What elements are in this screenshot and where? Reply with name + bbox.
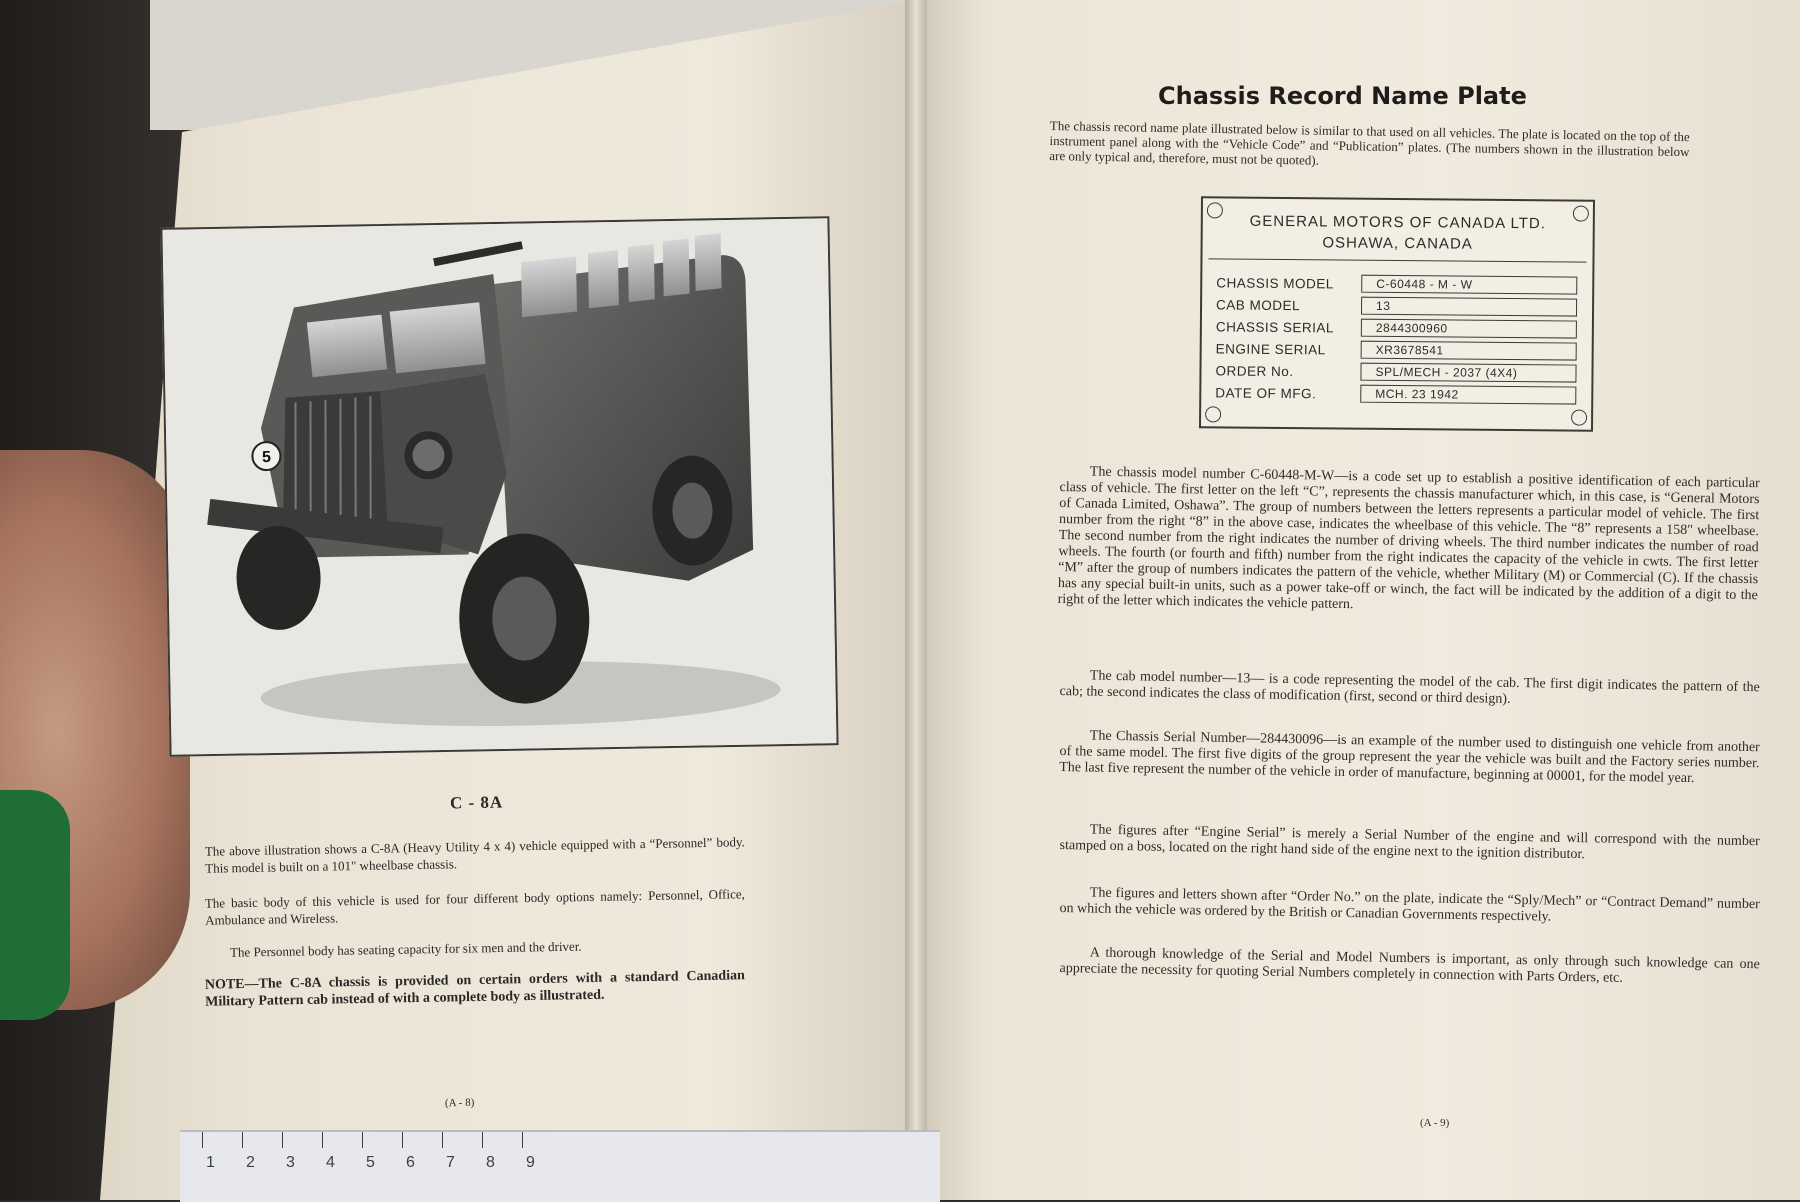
left-note-paragraph: NOTE—The C-8A chassis is provided on certain orders with a standard Canadian Military Pattern cab instead of with a complete body as illustrated. [204, 968, 745, 1010]
plate-label: ORDER No. [1215, 362, 1294, 379]
ruler-tick [522, 1132, 523, 1148]
ruler-tick [362, 1132, 363, 1148]
ruler-number: 2 [246, 1154, 255, 1171]
ruler-tick [442, 1132, 443, 1148]
ruler-tick [402, 1132, 403, 1148]
ruler-number: 7 [446, 1154, 455, 1171]
ruler-number: 1 [206, 1154, 215, 1171]
ruler-number: 5 [366, 1154, 375, 1171]
green-sleeve [0, 790, 70, 1020]
right-paragraph-5: The figures and letters shown after “Order No.” on the plate, indicate the “Sply/Mech” or “Contract Demand” number on which the vehicle was ordered by the British or Canadian Governments respectively. [1059, 885, 1760, 925]
plate-label: ENGINE SERIAL [1215, 340, 1326, 357]
vehicle-illustration [160, 216, 838, 757]
ruler-number: 9 [526, 1154, 535, 1171]
book-spine [905, 0, 927, 1200]
ruler-tick [202, 1132, 203, 1148]
right-page-number: (A - 9) [1420, 1117, 1450, 1129]
ruler-number: 3 [286, 1154, 295, 1171]
ruler-tick [482, 1132, 483, 1148]
plate-label: CHASSIS MODEL [1216, 274, 1334, 291]
plate-value: 2844300960 [1361, 319, 1577, 339]
right-paragraph-1: The chassis model number C-60448-M-W—is a code set up to establish a positive identification of each particular class of vehicle. The first letter on the left “C”, represents the chassis manufacturer which, in this case, is “General Motors of Canada Limited, Oshawa”. The group of numbers between the letters represents a particular model of vehicle. The first number from the right “8” in the above case, indicates the wheelbase of this vehicle. The “8” represents a 158" wheelbase. The second number from the right indicates the number of driving wheels. The third number indicates the number of road wheels. The fourth (or fourth and fifth) number from the right indicates the capacity of the vehicle in cwts. The first letter “M” after the group of numbers indicates the pattern of the vehicle, whether Military (M) or Commercial (C). If the chassis has any special built-in units, such as a power take-off or winch, the fact will be indicated by the addition of a digit to the right of the letter which indicates the vehicle pattern. [1057, 464, 1760, 613]
right-paragraph-3: The Chassis Serial Number—284430096—is an example of the number used to distinguish one vehicle from another of the same model. The first five digits of the group represent the year the vehicle was built and the Factory series number. The last five represent the number of the vehicle in order of manufacture, beginning at 00001, for the model year. [1059, 728, 1760, 787]
ruler-tick [242, 1132, 243, 1148]
screw-icon [1205, 406, 1221, 422]
right-paragraph-2: The cab model number—13— is a code representing the model of the cab. The first digit indicates the pattern of the cab; the second indicates the class of modification (first, second or third design). [1059, 668, 1760, 707]
plate-row [1216, 338, 1577, 361]
plate-header [1203, 210, 1593, 255]
plate-row [1215, 382, 1576, 405]
plate-value: 13 [1361, 297, 1577, 317]
plate-header-line1: GENERAL MOTORS OF CANADA LTD. [1249, 212, 1547, 233]
plate-label: CHASSIS SERIAL [1215, 318, 1334, 335]
plate-row [1216, 316, 1577, 339]
plate-row [1216, 294, 1577, 317]
grille-number: 5 [261, 448, 272, 467]
left-page-number: (A - 8) [444, 1096, 475, 1110]
right-paragraph-4: The figures after “Engine Serial” is merely a Serial Number of the engine and will correspond with the number stamped on a boss, located on the right hand side of the engine next to the ignition distributor. [1059, 822, 1760, 863]
plate-value: SPL/MECH - 2037 (4X4) [1360, 363, 1576, 383]
plate-row [1215, 360, 1576, 383]
plate-header-line2: OSHAWA, CANADA [1322, 234, 1473, 253]
page-title: Chassis Record Name Plate [1158, 82, 1527, 110]
truck-drawing [162, 218, 836, 755]
plate-value: MCH. 23 1942 [1360, 385, 1576, 405]
ruler [180, 1130, 940, 1202]
left-paragraph-2: The basic body of this vehicle is used for four different body options namely: Personnel, Office, Ambulance and Wireless. [204, 886, 745, 928]
intro-paragraph: The chassis record name plate illustrated below is similar to that used on all vehicles. The plate is located on the top of the instrument panel along with the “Vehicle Code” and “Publication” plates. (The numbers shown in the illustration below are only typical and, therefore, must not be quoted). [1049, 118, 1690, 168]
chassis-name-plate [1199, 196, 1595, 431]
plate-label: DATE OF MFG. [1215, 384, 1317, 401]
ruler-number: 4 [326, 1154, 335, 1171]
ruler-tick [322, 1132, 323, 1148]
plate-row [1216, 272, 1577, 295]
plate-label: CAB MODEL [1216, 296, 1301, 313]
ruler-tick [282, 1132, 283, 1148]
plate-value: XR3678541 [1361, 341, 1577, 361]
figure-caption: C - 8A [449, 792, 504, 813]
plate-divider [1208, 258, 1586, 262]
plate-value: C-60448 - M - W [1361, 275, 1577, 295]
left-paragraph-1: The above illustration shows a C-8A (Heavy Utility 4 x 4) vehicle equipped with a “Personnel” body. This model is built on a 101" wheelbase chassis. [204, 834, 745, 876]
ruler-number: 6 [406, 1154, 415, 1171]
left-paragraph-3: The Personnel body has seating capacity for six men and the driver. [229, 938, 582, 960]
ruler-number: 8 [486, 1154, 495, 1171]
right-paragraph-6: A thorough knowledge of the Serial and Model Numbers is important, as only through such knowledge can one appreciate the necessity for quoting Serial Numbers completely in connection with Parts Orders, etc. [1059, 945, 1760, 986]
screw-icon [1571, 410, 1587, 426]
